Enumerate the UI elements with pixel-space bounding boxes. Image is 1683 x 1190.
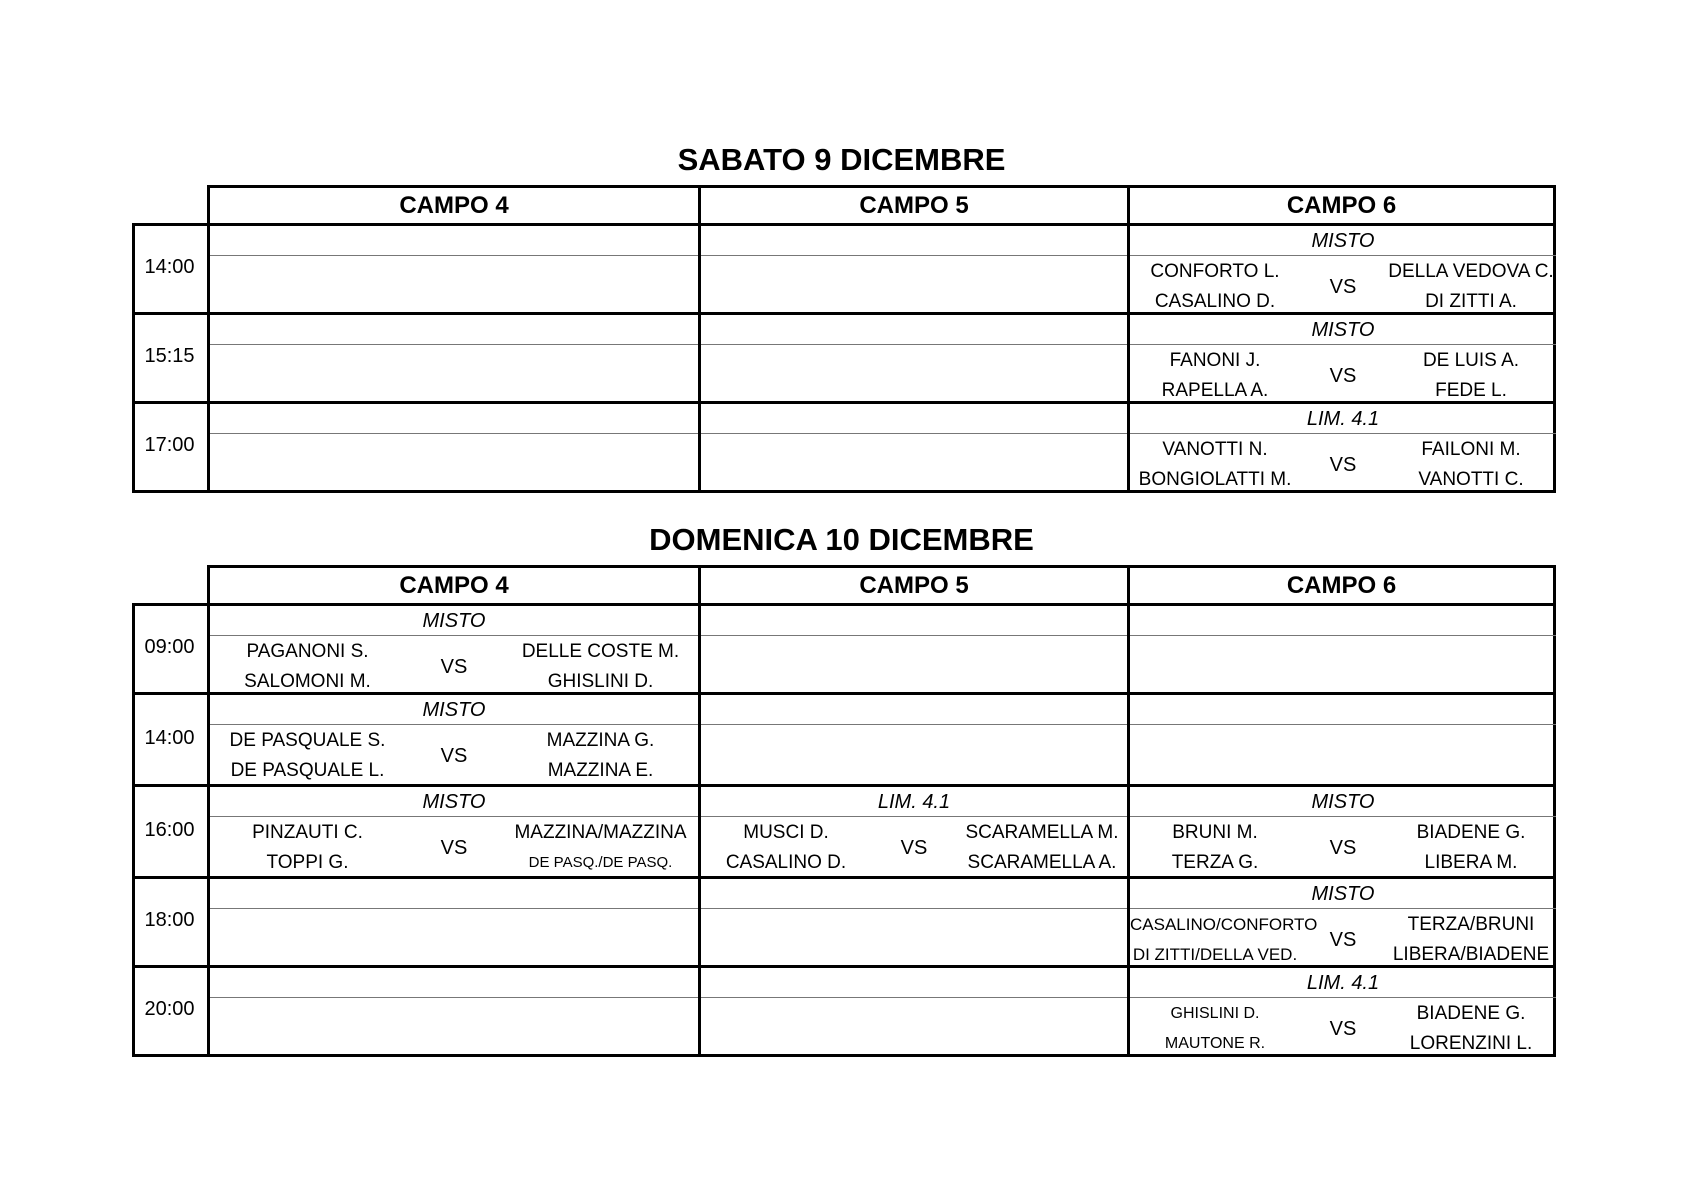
cell-divider bbox=[701, 724, 1127, 725]
player-name: TOPPI G. bbox=[266, 852, 349, 873]
vs-label: VS bbox=[440, 744, 468, 767]
match-category: LIM. 4.1 bbox=[877, 790, 951, 813]
time-label: 14:00 bbox=[144, 256, 195, 278]
cell-divider bbox=[1130, 724, 1556, 725]
column-divider bbox=[698, 876, 701, 968]
player-name: DI ZITTI/DELLA VED. bbox=[1132, 945, 1298, 964]
column-header: CAMPO 4 bbox=[207, 185, 701, 226]
player-name: SCARAMELLA A. bbox=[967, 852, 1117, 873]
player-name: DE PASQUALE S. bbox=[229, 730, 386, 751]
player-name: MAUTONE R. bbox=[1164, 1035, 1266, 1052]
column-divider bbox=[207, 223, 210, 315]
player-name: TERZA G. bbox=[1171, 852, 1259, 873]
cell-divider bbox=[210, 997, 698, 998]
player-name: GHISLINI D. bbox=[1170, 1005, 1260, 1022]
match-category: LIM. 4.1 bbox=[1306, 407, 1380, 430]
player-name: LIBERA M. bbox=[1424, 852, 1518, 873]
player-name: DE LUIS A. bbox=[1422, 350, 1520, 371]
column-divider bbox=[698, 312, 701, 404]
cell-divider bbox=[701, 344, 1127, 345]
time-label: 09:00 bbox=[144, 636, 195, 658]
match-category: MISTO bbox=[422, 790, 486, 813]
vs-label: VS bbox=[440, 655, 468, 678]
vs-label: VS bbox=[1329, 453, 1357, 476]
cell-divider bbox=[210, 433, 698, 434]
column-divider bbox=[207, 965, 210, 1057]
match-category: MISTO bbox=[1311, 882, 1375, 905]
player-name: BONGIOLATTI M. bbox=[1138, 469, 1292, 490]
match-category: LIM. 4.1 bbox=[1306, 971, 1380, 994]
match-category: MISTO bbox=[1311, 790, 1375, 813]
player-name: DI ZITTI A. bbox=[1425, 291, 1517, 312]
vs-label: VS bbox=[1329, 275, 1357, 298]
cell-divider bbox=[701, 433, 1127, 434]
column-divider bbox=[698, 692, 701, 787]
column-header: CAMPO 5 bbox=[698, 565, 1130, 606]
day-title: DOMENICA 10 DICEMBRE bbox=[649, 522, 1034, 557]
cell-divider bbox=[210, 908, 698, 909]
match-category: MISTO bbox=[1311, 318, 1375, 341]
column-divider bbox=[207, 401, 210, 493]
time-label: 14:00 bbox=[144, 726, 195, 749]
player-name: BIADENE G. bbox=[1416, 822, 1526, 843]
column-header: CAMPO 6 bbox=[1127, 185, 1556, 226]
player-name: CONFORTO L. bbox=[1150, 261, 1280, 282]
cell-divider bbox=[1130, 635, 1556, 636]
column-divider bbox=[698, 965, 701, 1057]
column-divider bbox=[698, 223, 701, 315]
player-name: DE PASQUALE L. bbox=[230, 760, 385, 781]
vs-label: VS bbox=[440, 836, 468, 859]
match-category: MISTO bbox=[422, 698, 486, 721]
day-title: SABATO 9 DICEMBRE bbox=[677, 142, 1006, 177]
column-header: CAMPO 4 bbox=[207, 565, 701, 606]
player-name: CASALINO/CONFORTO bbox=[1130, 915, 1318, 934]
time-label: 20:00 bbox=[144, 998, 195, 1020]
player-name: LORENZINI L. bbox=[1409, 1033, 1533, 1054]
player-name: FEDE L. bbox=[1435, 380, 1507, 401]
match-category: MISTO bbox=[422, 609, 486, 632]
player-name: MAZZINA E. bbox=[547, 760, 654, 781]
vs-label: VS bbox=[1329, 928, 1357, 951]
player-name: RAPELLA A. bbox=[1161, 380, 1269, 401]
column-header: CAMPO 5 bbox=[698, 185, 1130, 226]
column-divider bbox=[1127, 692, 1130, 787]
cell-divider bbox=[210, 255, 698, 256]
vs-label: VS bbox=[1329, 364, 1357, 387]
cell-divider bbox=[210, 344, 698, 345]
column-divider bbox=[698, 401, 701, 493]
vs-label: VS bbox=[1329, 836, 1357, 859]
vs-label: VS bbox=[900, 836, 928, 859]
time-label: 15:15 bbox=[144, 345, 195, 367]
player-name: CASALINO D. bbox=[1154, 291, 1276, 312]
match-category: MISTO bbox=[1311, 229, 1375, 252]
player-name: BIADENE G. bbox=[1416, 1003, 1526, 1024]
cell-divider bbox=[701, 635, 1127, 636]
time-label: 17:00 bbox=[144, 434, 195, 456]
time-label: 18:00 bbox=[144, 909, 195, 931]
player-name: BRUNI M. bbox=[1172, 822, 1258, 843]
player-name: PINZAUTI C. bbox=[252, 822, 363, 843]
cell-divider bbox=[701, 908, 1127, 909]
player-name: DE PASQ./DE PASQ. bbox=[528, 854, 673, 871]
player-name: VANOTTI C. bbox=[1418, 469, 1524, 490]
column-divider bbox=[207, 876, 210, 968]
player-name: SCARAMELLA M. bbox=[965, 822, 1119, 843]
player-name: DELLA VEDOVA C. bbox=[1388, 261, 1554, 282]
player-name: MAZZINA/MAZZINA bbox=[514, 822, 687, 843]
time-label: 16:00 bbox=[144, 818, 195, 841]
column-divider bbox=[207, 312, 210, 404]
vs-label: VS bbox=[1329, 1017, 1357, 1040]
player-name: MUSCI D. bbox=[743, 822, 829, 843]
player-name: DELLE COSTE M. bbox=[521, 641, 680, 662]
player-name: FAILONI M. bbox=[1421, 439, 1521, 460]
column-divider bbox=[1127, 603, 1130, 695]
player-name: SALOMONI M. bbox=[244, 671, 371, 692]
cell-divider bbox=[701, 997, 1127, 998]
cell-divider bbox=[701, 255, 1127, 256]
player-name: LIBERA/BIADENE bbox=[1392, 944, 1550, 965]
column-divider bbox=[698, 603, 701, 695]
player-name: PAGANONI S. bbox=[246, 641, 369, 662]
player-name: TERZA/BRUNI bbox=[1407, 914, 1535, 935]
player-name: GHISLINI D. bbox=[547, 671, 654, 692]
player-name: MAZZINA G. bbox=[546, 730, 655, 751]
column-header: CAMPO 6 bbox=[1127, 565, 1556, 606]
player-name: VANOTTI N. bbox=[1162, 439, 1268, 460]
player-name: CASALINO D. bbox=[725, 852, 847, 873]
player-name: FANONI J. bbox=[1169, 350, 1261, 371]
